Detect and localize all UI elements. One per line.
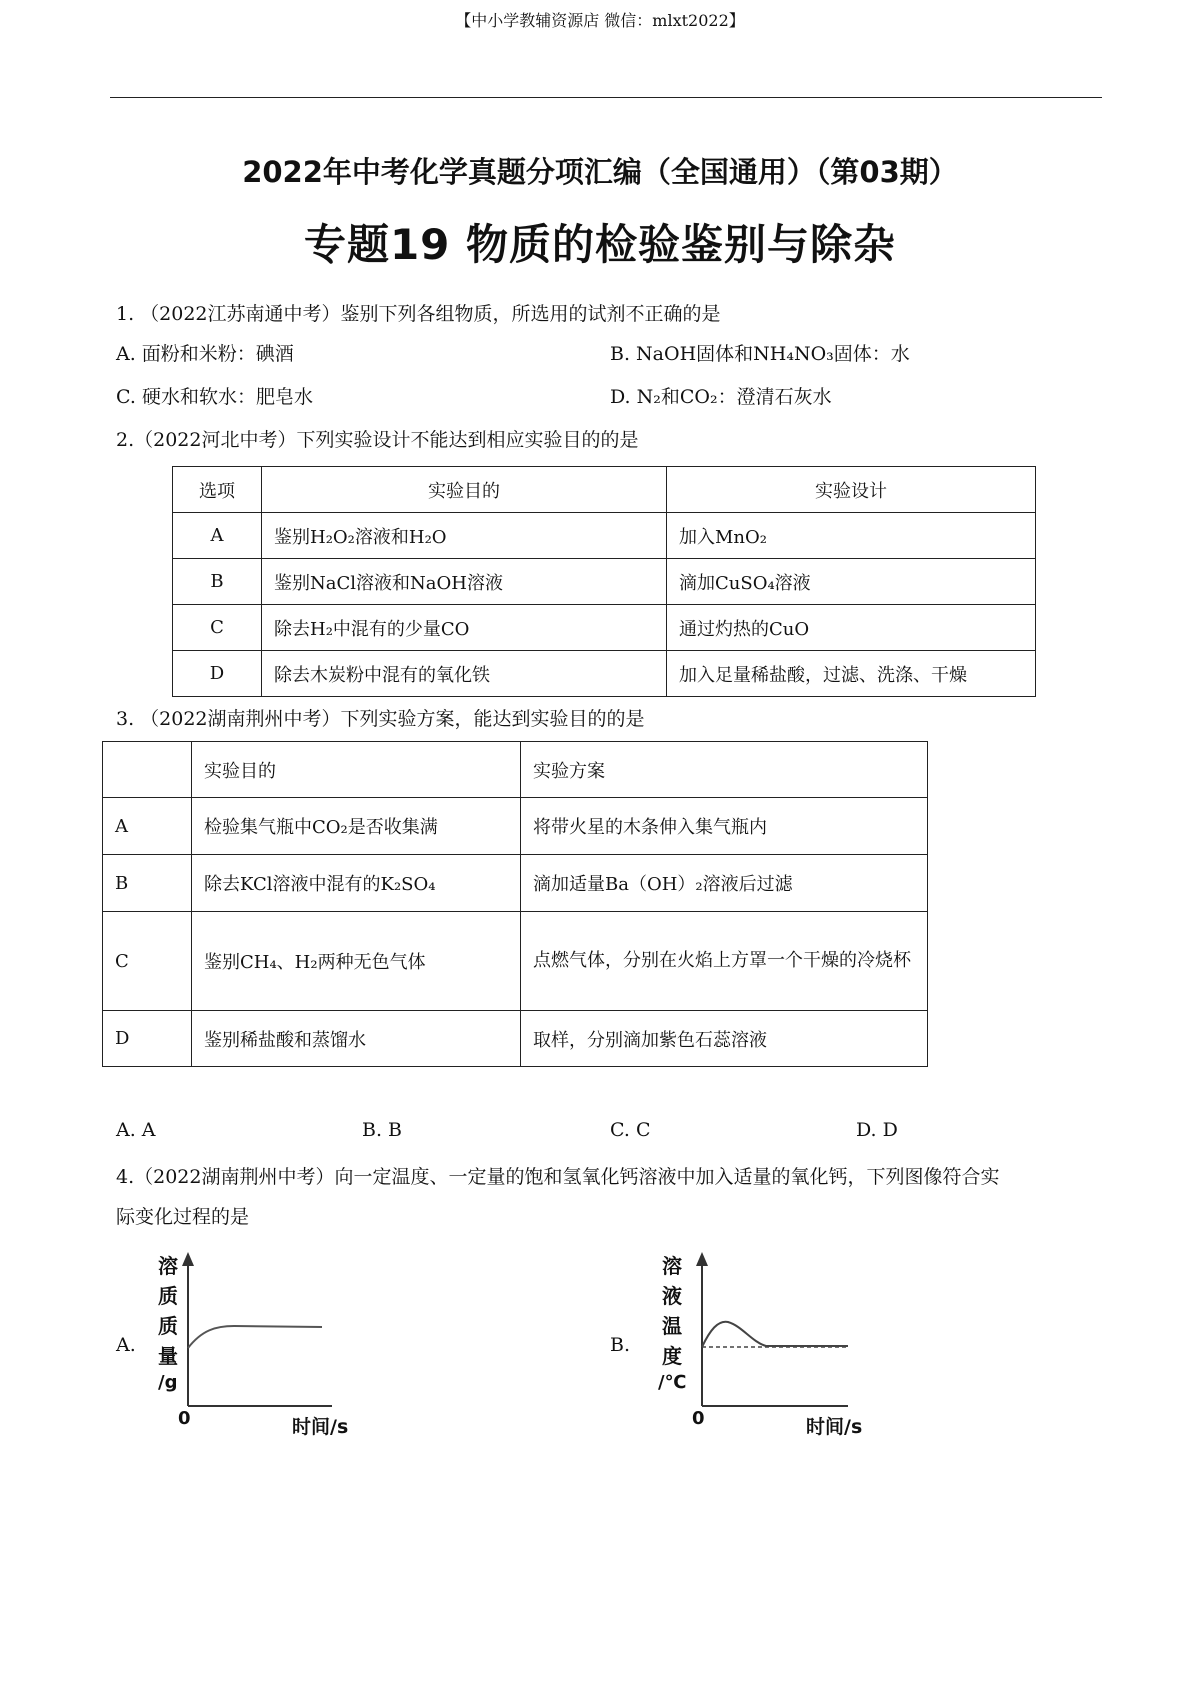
q1-stem: 1. （2022江苏南通中考）鉴别下列各组物质，所选用的试剂不正确的是 [116, 303, 721, 325]
table-cell: 通过灼热的CuO [667, 605, 1036, 651]
q1-option-a: A. 面粉和米粉：碘酒 [116, 343, 294, 365]
table-cell: C [103, 912, 192, 1011]
q1-option-c: C. 硬水和软水：肥皂水 [116, 386, 313, 408]
table-header-cell: 选项 [173, 467, 262, 513]
q3-stem: 3. （2022湖南荆州中考）下列实验方案，能达到实验目的的是 [116, 708, 645, 730]
graph-a-ylabel-char: 质 [158, 1314, 178, 1338]
table-header-cell: 实验目的 [192, 742, 521, 798]
graph-a-ylabel-char: 量 [158, 1344, 178, 1368]
table-row [173, 651, 1036, 697]
graph-b-y-arrow [696, 1252, 708, 1266]
q1-option-d: D. N₂和CO₂：澄清石灰水 [610, 386, 832, 408]
q3-answer-d: D. D [856, 1119, 898, 1141]
page-subtitle: 专题19 物质的检验鉴别与除杂 [303, 220, 897, 269]
table-cell: A [103, 798, 192, 855]
graph-b-ylabel-char: 度 [662, 1344, 682, 1368]
table-cell: B [173, 559, 262, 605]
graph-a-option-label: A. [116, 1334, 136, 1356]
graph-b [658, 1250, 918, 1450]
q3-answer-c: C. C [610, 1119, 651, 1141]
graph-b-plot [658, 1250, 918, 1450]
graph-a [150, 1250, 410, 1450]
graph-b-ylabel-char: 溶 [662, 1254, 682, 1278]
table-cell: 除去木炭粉中混有的氧化铁 [262, 651, 667, 697]
q3-answer-b: B. B [362, 1119, 403, 1141]
graph-b-option-label: B. [610, 1334, 631, 1356]
table-cell: 除去KCl溶液中混有的K₂SO₄ [192, 855, 521, 912]
table-cell: D [173, 651, 262, 697]
table-header-cell: 实验目的 [262, 467, 667, 513]
q3-answer-a: A. A [116, 1119, 156, 1141]
graph-b-ylabel-char: 温 [662, 1314, 682, 1338]
graph-a-plot [150, 1250, 410, 1450]
graph-a-y-arrow [182, 1252, 194, 1266]
graph-a-ylabel-char: 质 [158, 1284, 178, 1308]
table-cell: 加入足量稀盐酸，过滤、洗涤、干燥 [667, 651, 1036, 697]
table-row [173, 513, 1036, 559]
q4-stem-line1: 4.（2022湖南荆州中考）向一定温度、一定量的饱和氢氧化钙溶液中加入适量的氧化钙，下列图像符合实 [116, 1166, 1000, 1188]
graph-a-curve [188, 1326, 322, 1348]
table-cell: 除去H₂中混有的少量CO [262, 605, 667, 651]
table-cell: B [103, 855, 192, 912]
q4-stem-line2: 际变化过程的是 [116, 1206, 250, 1228]
table-header-row [173, 467, 1036, 513]
page-header: 【中小学教辅资源店 微信：mlxt2022】 [455, 11, 745, 30]
graph-b-curve [702, 1322, 848, 1347]
graph-a-ylabel-char: /g [158, 1372, 178, 1393]
q2-table [172, 466, 1036, 697]
graph-a-ylabel-char: 溶 [158, 1254, 178, 1278]
table-cell: A [173, 513, 262, 559]
table-header-cell [103, 742, 192, 798]
table-row [103, 855, 928, 912]
table-cell: D [103, 1011, 192, 1067]
table-cell: 鉴别NaCl溶液和NaOH溶液 [262, 559, 667, 605]
table-cell: 点燃气体，分别在火焰上方罩一个干燥的冷烧杯 [521, 912, 928, 1011]
table-cell: 检验集气瓶中CO₂是否收集满 [192, 798, 521, 855]
table-row [173, 559, 1036, 605]
table-cell: 鉴别稀盐酸和蒸馏水 [192, 1011, 521, 1067]
graph-b-ylabel-char: 液 [662, 1284, 682, 1308]
table-header-cell: 实验设计 [667, 467, 1036, 513]
table-cell: 滴加CuSO₄溶液 [667, 559, 1036, 605]
table-cell: C [173, 605, 262, 651]
table-cell: 鉴别H₂O₂溶液和H₂O [262, 513, 667, 559]
q3-table [102, 741, 928, 1067]
table-cell: 取样，分别滴加紫色石蕊溶液 [521, 1011, 928, 1067]
graph-b-origin-label: 0 [692, 1408, 705, 1429]
table-cell: 加入MnO₂ [667, 513, 1036, 559]
graph-b-ylabel-char: /℃ [658, 1372, 687, 1393]
table-row [103, 912, 928, 1011]
table-cell: 滴加适量Ba（OH）₂溶液后过滤 [521, 855, 928, 912]
page-title: 2022年中考化学真题分项汇编（全国通用）（第03期） [242, 155, 958, 189]
table-row [103, 798, 928, 855]
graph-b-xlabel: 时间/s [806, 1416, 863, 1438]
table-header-row [103, 742, 928, 798]
header-divider [110, 97, 1102, 98]
q2-stem: 2.（2022河北中考）下列实验设计不能达到相应实验目的的是 [116, 429, 639, 451]
table-row [103, 1011, 928, 1067]
table-header-cell: 实验方案 [521, 742, 928, 798]
graph-a-xlabel: 时间/s [292, 1416, 349, 1438]
graph-a-origin-label: 0 [178, 1408, 191, 1429]
table-cell: 鉴别CH₄、H₂两种无色气体 [192, 912, 521, 1011]
table-row [173, 605, 1036, 651]
q1-option-b: B. NaOH固体和NH₄NO₃固体：水 [610, 343, 910, 365]
table-cell: 将带火星的木条伸入集气瓶内 [521, 798, 928, 855]
